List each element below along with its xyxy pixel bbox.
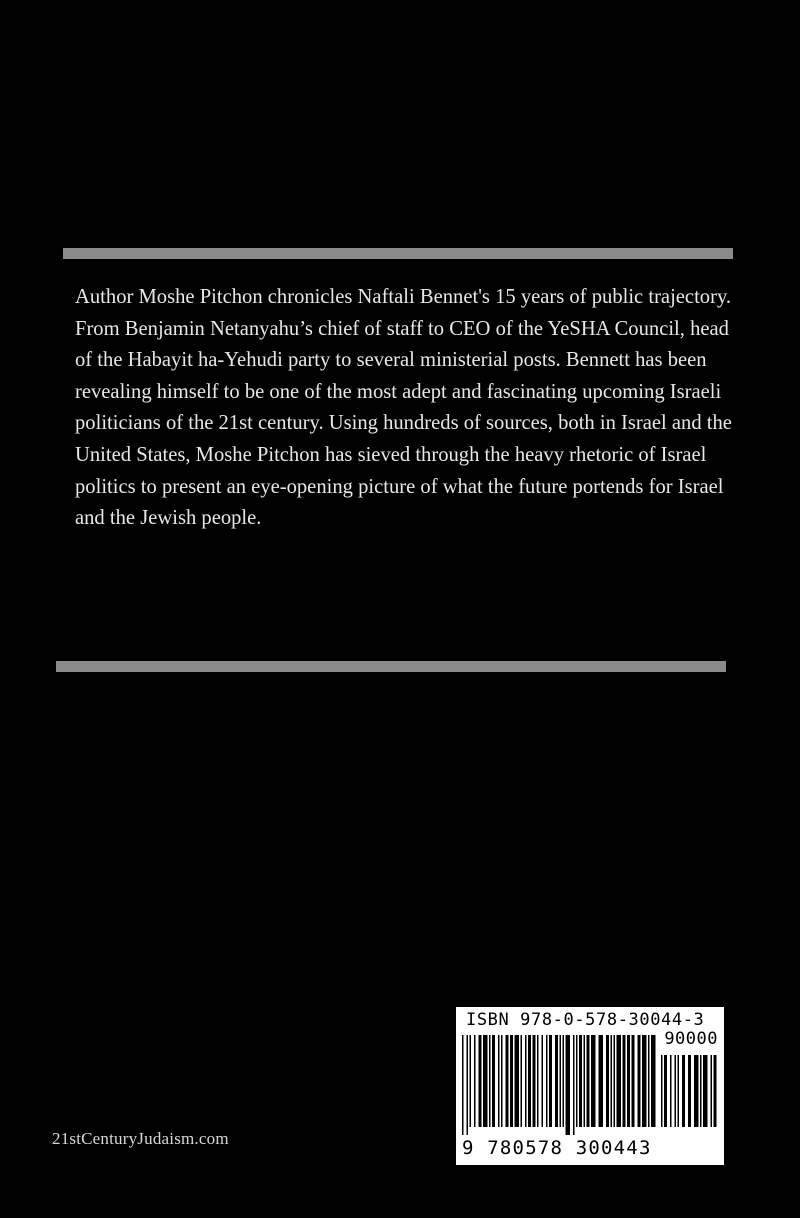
website-url: 21stCenturyJudaism.com — [52, 1129, 229, 1148]
barcode-bar — [670, 1055, 672, 1127]
barcode-bar — [675, 1055, 677, 1127]
top-divider — [63, 248, 733, 259]
barcode-bar — [506, 1035, 509, 1127]
barcode-bar — [599, 1035, 604, 1127]
price-addon-digits: 90000 — [664, 1029, 718, 1049]
barcode-bar — [711, 1055, 713, 1127]
ean-barcode-bars — [462, 1035, 658, 1135]
barcode-bar — [462, 1035, 464, 1135]
barcode-bar — [611, 1035, 613, 1127]
barcode-bar — [501, 1035, 503, 1127]
barcode-bar — [483, 1035, 488, 1127]
barcode-bar — [474, 1035, 476, 1127]
barcode-bar — [498, 1035, 500, 1127]
barcode-bar — [470, 1035, 472, 1127]
barcode-bar — [614, 1035, 616, 1127]
barcode-bar — [492, 1035, 495, 1127]
barcode-bar — [648, 1035, 650, 1127]
barcode-bar — [521, 1035, 523, 1127]
barcode-bar — [479, 1035, 482, 1127]
barcode-bar — [703, 1055, 708, 1127]
barcode-bar — [688, 1055, 691, 1127]
barcode-bar — [525, 1035, 527, 1127]
barcode-bar — [515, 1035, 520, 1127]
barcode-bar — [661, 1055, 663, 1127]
barcode-bar — [651, 1035, 656, 1127]
barcode-bar — [510, 1035, 513, 1127]
barcode-bar — [560, 1035, 562, 1127]
barcode-bar — [627, 1035, 630, 1127]
barcode-bar — [638, 1035, 641, 1127]
addon-barcode-bars — [661, 1055, 719, 1135]
barcode-bar — [549, 1035, 552, 1127]
barcode-bar — [591, 1035, 596, 1127]
barcode-bar — [467, 1035, 469, 1135]
barcode-bar — [563, 1035, 565, 1127]
barcode-bar — [606, 1035, 609, 1127]
barcode-bar — [682, 1055, 685, 1127]
barcode-bar — [714, 1055, 717, 1127]
barcode-bar — [587, 1035, 590, 1127]
bottom-divider — [56, 661, 726, 672]
barcode-bar — [623, 1035, 626, 1127]
back-cover-blurb: Author Moshe Pitchon chronicles Naftali Bennet's 15 years of public trajectory. From Benjamin Netanyahu’s chief of staff to CEO of the YeSHA Council, head of the Habayit ha-Yehudi party to several ministerial posts. Bennett has been revealing himself to be one of the most adept and fascinating upcoming Israeli politicians of the 21st century. Using hundreds of sources, both in Israel and the United States, Moshe Pitchon has sieved through the heavy rhetoric of Israel politics to present an eye-opening picture of what the future portends for Israel and the Jewish people. — [75, 286, 732, 530]
barcode-bar — [542, 1035, 544, 1127]
barcode-bar — [566, 1035, 571, 1135]
barcode-bar — [533, 1035, 536, 1127]
barcode-bar — [632, 1035, 635, 1127]
barcode-bar — [664, 1055, 667, 1127]
isbn-label: ISBN 978-0-578-30044-3 — [466, 1010, 705, 1030]
barcode-bar — [576, 1035, 578, 1127]
barcode-bar — [694, 1055, 699, 1127]
barcode-bar — [584, 1035, 586, 1127]
barcode-bar — [579, 1035, 582, 1127]
barcode-bar — [642, 1035, 647, 1127]
ean-digits: 9 780578 300443 — [462, 1137, 652, 1159]
barcode-bar — [546, 1035, 548, 1127]
barcode-bar — [489, 1035, 491, 1127]
barcode-bar — [700, 1055, 702, 1127]
barcode-bar — [678, 1055, 680, 1127]
barcode-bar — [617, 1035, 622, 1127]
isbn-barcode — [456, 1007, 724, 1165]
barcode-bar — [573, 1035, 575, 1135]
barcode-bar — [555, 1035, 558, 1127]
barcode-bar — [537, 1035, 539, 1127]
barcode-bar — [528, 1035, 531, 1127]
